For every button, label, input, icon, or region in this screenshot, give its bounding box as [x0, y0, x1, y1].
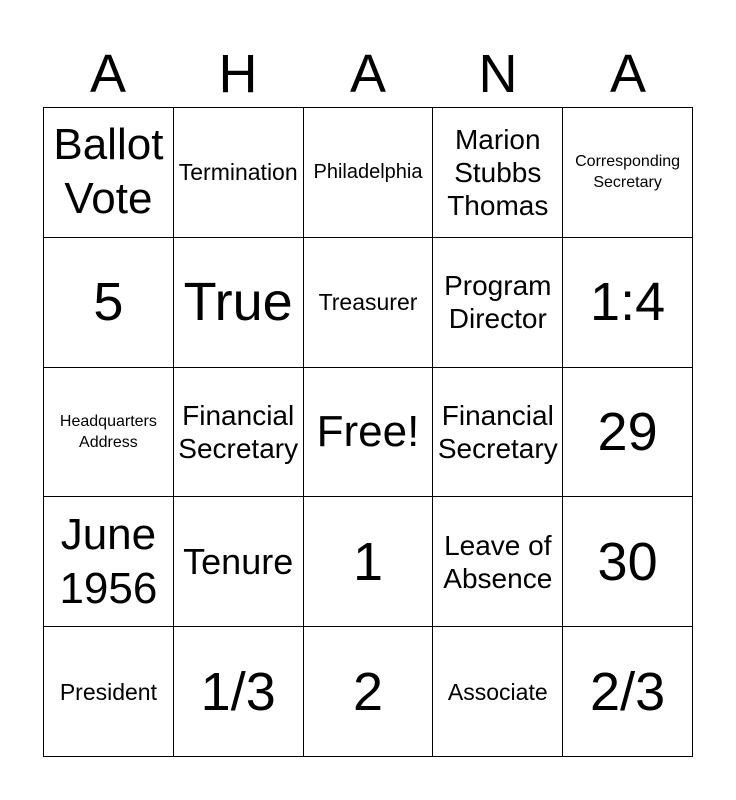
bingo-cell-label: Ballot Vote [53, 120, 164, 224]
bingo-cell-label: 1:4 [590, 272, 666, 333]
bingo-header [43, 40, 693, 108]
bingo-cell-label: 29 [597, 401, 658, 462]
bingo-cell-label: Leave of Absence [443, 529, 553, 594]
header-letter-2: H [218, 44, 258, 104]
bingo-cell[interactable] [304, 368, 434, 498]
bingo-cell-label: Treasurer [318, 289, 418, 316]
bingo-cell-label: Marion Stubbs Thomas [447, 123, 549, 221]
bingo-cell-label: 1 [352, 531, 384, 592]
bingo-cell[interactable] [304, 627, 434, 757]
bingo-cell[interactable] [174, 108, 304, 238]
header-letter-3: A [349, 44, 387, 104]
bingo-cell[interactable] [44, 627, 174, 757]
bingo-cell[interactable] [174, 497, 304, 627]
bingo-cell[interactable] [174, 238, 304, 368]
bingo-cell-label: Philadelphia [313, 161, 423, 184]
bingo-cell-label: Tenure [183, 540, 294, 582]
bingo-cell[interactable] [563, 238, 693, 368]
bingo-cell[interactable] [433, 238, 563, 368]
header-letter-1: A [89, 44, 127, 104]
bingo-cell-label: June 1956 [59, 509, 158, 613]
bingo-cell[interactable] [174, 368, 304, 498]
bingo-cell-label: Headquarters Address [59, 412, 157, 451]
bingo-cell[interactable] [433, 627, 563, 757]
bingo-cell[interactable] [44, 108, 174, 238]
bingo-cell[interactable] [563, 368, 693, 498]
bingo-cell-label: 30 [597, 531, 658, 592]
bingo-board [43, 107, 693, 757]
bingo-cell-label: Associate [447, 678, 548, 705]
bingo-cell-label: President [59, 678, 157, 705]
bingo-cell[interactable] [44, 368, 174, 498]
bingo-cell[interactable] [44, 238, 174, 368]
bingo-cell-label: Free! [316, 406, 420, 456]
bingo-cell[interactable] [304, 238, 434, 368]
bingo-cell-label: Corresponding Secretary [575, 153, 681, 192]
bingo-cell[interactable] [304, 108, 434, 238]
bingo-cell[interactable] [433, 108, 563, 238]
bingo-cell[interactable] [563, 108, 693, 238]
header-letter-5: A [609, 44, 647, 104]
bingo-cell[interactable] [563, 497, 693, 627]
bingo-cell-label: 2/3 [590, 661, 666, 722]
bingo-cell-label: Financial Secretary [437, 399, 558, 464]
bingo-cell-label: 1/3 [200, 661, 276, 722]
bingo-cell-label: 2 [352, 661, 384, 722]
bingo-cell-label: Termination [178, 159, 298, 186]
bingo-cell[interactable] [433, 368, 563, 498]
bingo-cell-label: 5 [93, 272, 124, 333]
bingo-cell[interactable] [304, 497, 434, 627]
bingo-cell[interactable] [433, 497, 563, 627]
bingo-cell-label: Financial Secretary [178, 399, 299, 464]
header-letter-4: N [478, 44, 518, 104]
bingo-cell-label: True [183, 272, 293, 333]
bingo-cell-label: Program Director [444, 270, 552, 335]
bingo-cell[interactable] [44, 497, 174, 627]
bingo-cell[interactable] [563, 627, 693, 757]
bingo-cell[interactable] [174, 627, 304, 757]
